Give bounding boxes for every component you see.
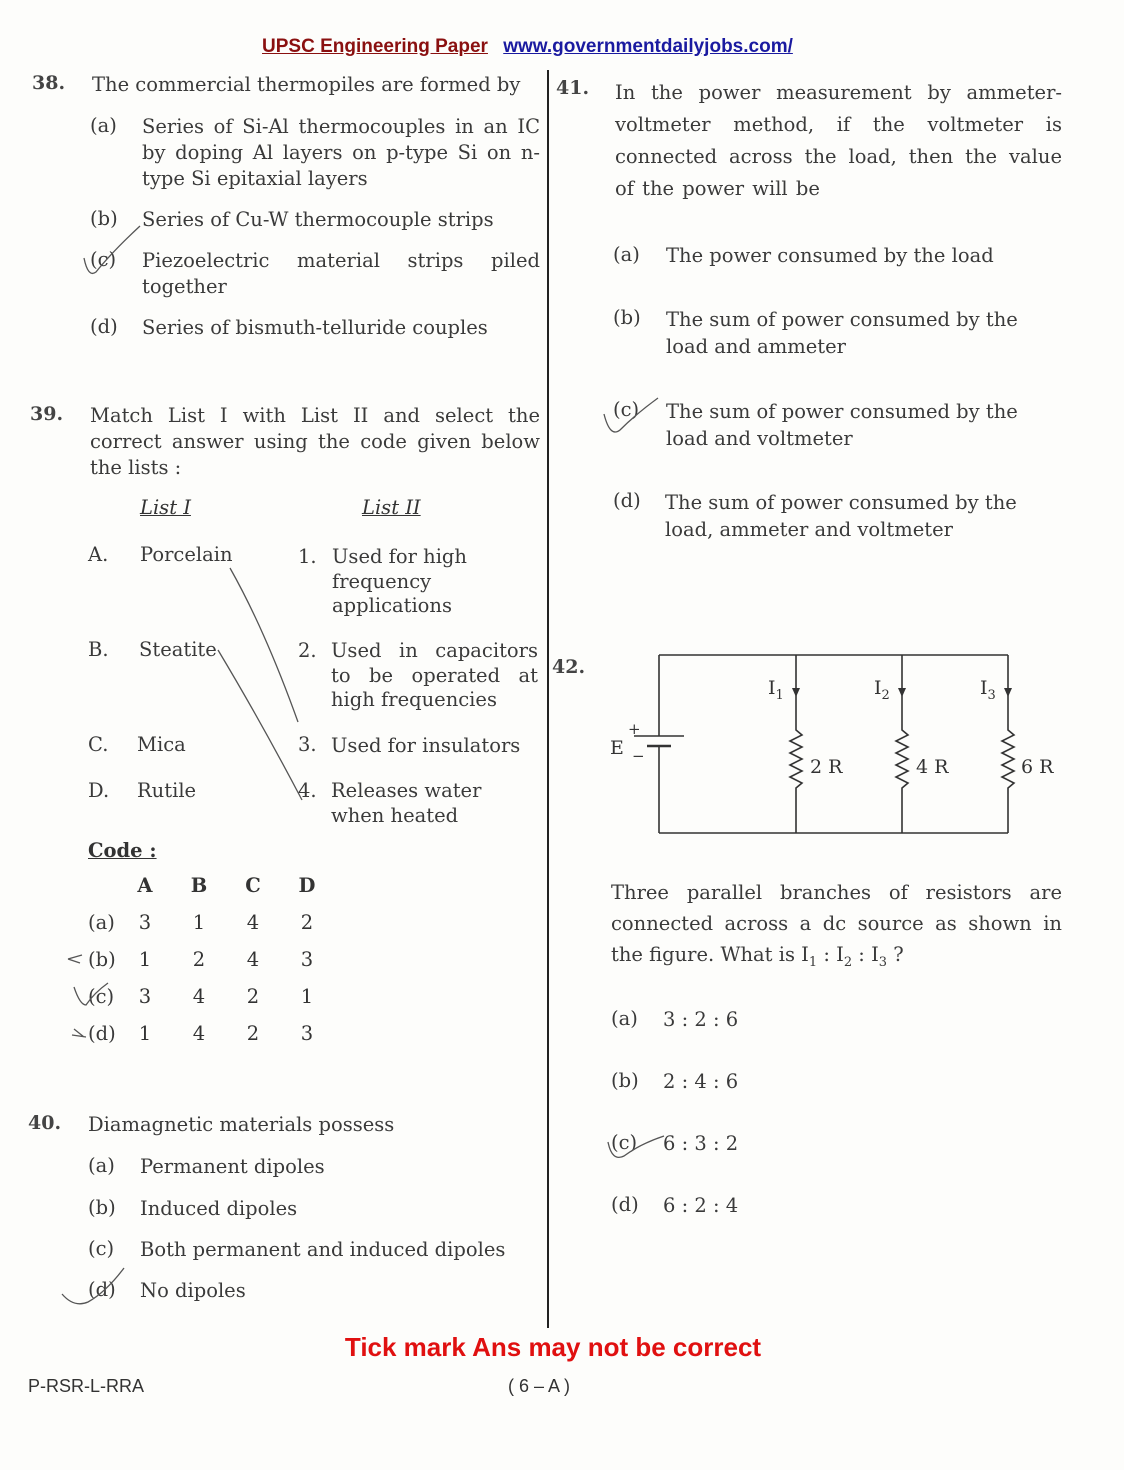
pencil-marks-code xyxy=(60,945,120,1045)
q39-list2-item: Used for high frequency applications xyxy=(332,545,467,617)
column-divider xyxy=(547,70,549,1328)
q39-code-col-b: B xyxy=(190,874,208,897)
q40-option-b-label[interactable]: (b) xyxy=(88,1196,116,1219)
q38-number: 38. xyxy=(32,72,66,94)
footer-page-number: ( 6 – A ) xyxy=(508,1376,571,1396)
q41-option-b-text: The sum of power consumed by the load and ammeter xyxy=(666,308,1018,358)
q39-code-row-label[interactable]: (b) xyxy=(88,948,116,971)
current-arrow-1 xyxy=(792,688,800,697)
q39-code-col-c: C xyxy=(245,874,261,897)
q38-option-d-text: Series of bismuth-telluride couples xyxy=(142,316,488,339)
q41-stem: In the power measurement by ammeter-voltmeter method, if the voltmeter is connected across the load, then the value of the power will be xyxy=(615,81,1062,200)
q39-list2-key: 3. xyxy=(298,733,317,756)
q39-list1-item: Rutile xyxy=(137,779,197,802)
q41-option-c-label[interactable]: (c) xyxy=(613,398,640,421)
q39-code-col-a: A xyxy=(137,874,153,897)
notice-banner: Tick mark Ans may not be correct xyxy=(344,1332,762,1362)
q39-code-row-label[interactable]: (d) xyxy=(88,1022,116,1045)
q39-code-row-label[interactable]: (a) xyxy=(88,911,115,934)
q39-code-cell: 2 xyxy=(300,911,314,934)
q39-code-cell: 4 xyxy=(192,1022,206,1045)
q39-code-cell: 3 xyxy=(300,1022,314,1045)
q39-code-col-d: D xyxy=(298,874,316,897)
q39-list2-item: Releases water when heated xyxy=(331,779,482,827)
q42-option-c-label[interactable]: (c) xyxy=(611,1131,638,1154)
q38-option-b-label[interactable]: (b) xyxy=(90,207,118,230)
q39-list1-key: D. xyxy=(88,779,110,802)
q39-list1-key: C. xyxy=(88,733,109,756)
q41-option-c-text: The sum of power consumed by the load and voltmeter xyxy=(666,400,1018,450)
q39-code-cell: 4 xyxy=(246,911,260,934)
q41-option-d-text: The sum of power consumed by the load, ammeter and voltmeter xyxy=(665,491,1017,541)
current-arrow-3 xyxy=(1004,688,1012,697)
q39-code-cell: 3 xyxy=(300,948,314,971)
q40-option-a-text: Permanent dipoles xyxy=(140,1155,325,1178)
q40-stem: Diamagnetic materials possess xyxy=(88,1113,395,1136)
q39-list1-item: Porcelain xyxy=(140,543,233,566)
q39-code-cell: 4 xyxy=(192,985,206,1008)
q39-code-cell: 1 xyxy=(192,911,206,934)
q40-number: 40. xyxy=(28,1112,62,1134)
q40-option-c-label[interactable]: (c) xyxy=(88,1237,115,1260)
source-label: E xyxy=(610,737,624,759)
q39-list2-key: 1. xyxy=(298,545,317,568)
current-label-2: $I_2$ xyxy=(874,677,890,703)
source-plus: + xyxy=(628,720,641,738)
q39-stem: Match List I with List II and select the correct answer using the code given below the lists : xyxy=(90,404,540,479)
q38-option-d-label[interactable]: (d) xyxy=(90,315,118,338)
tick-mark-q38 xyxy=(78,222,148,282)
resistor-2r xyxy=(790,724,802,794)
q39-number: 39. xyxy=(30,403,64,425)
q40-option-a-label[interactable]: (a) xyxy=(88,1154,115,1177)
q42-circuit-diagram xyxy=(600,640,1060,850)
source-minus: − xyxy=(632,747,645,765)
header-title: UPSC Engineering Paper xyxy=(262,36,488,57)
q39-code-cell: 1 xyxy=(300,985,314,1008)
q39-code-label: Code : xyxy=(88,839,157,862)
q39-list1-item: Mica xyxy=(137,733,186,756)
q42-option-b-label[interactable]: (b) xyxy=(611,1069,639,1092)
header-url-link[interactable]: www.governmentdailyjobs.com/ xyxy=(503,36,793,57)
q41-option-a-label[interactable]: (a) xyxy=(613,243,640,266)
q38-option-c-label[interactable]: (c) xyxy=(90,248,117,271)
resistor-label-1: 2 R xyxy=(810,756,843,778)
tick-mark-q40 xyxy=(58,1262,138,1312)
q39-code-cell: 3 xyxy=(138,911,152,934)
resistor-4r xyxy=(896,724,908,794)
q42-number: 42. xyxy=(552,656,586,678)
q39-list2-item: Used for insulators xyxy=(331,734,521,757)
q40-option-b-text: Induced dipoles xyxy=(140,1197,298,1220)
q39-list2-key: 4. xyxy=(298,779,317,802)
q40-option-c-text: Both permanent and induced dipoles xyxy=(140,1238,506,1261)
current-arrow-2 xyxy=(898,688,906,697)
q39-list2-heading: List II xyxy=(362,496,421,519)
current-label-3: $I_3$ xyxy=(980,677,996,703)
q42-stem: Three parallel branches of resistors are connected across a dc source as shown in the figure. What is $I_1$ : $I_2$ : $I_3$ ? xyxy=(611,881,1062,970)
q39-code-cell: 1 xyxy=(138,1022,152,1045)
q39-list2-key: 2. xyxy=(298,639,317,662)
q40-option-d-label[interactable]: (d) xyxy=(88,1278,116,1301)
q39-code-row-label[interactable]: (c) xyxy=(88,985,115,1008)
q39-list1-item: Steatite xyxy=(139,638,217,661)
q42-option-d-text: 6 : 2 : 4 xyxy=(663,1194,739,1217)
q41-option-a-text: The power consumed by the load xyxy=(666,244,994,267)
q41-option-b-label[interactable]: (b) xyxy=(613,306,641,329)
resistor-label-3: 6 R xyxy=(1021,756,1054,778)
current-label-1: $I_1$ xyxy=(768,677,784,703)
q38-option-c-text: Piezoelectric material strips piled together xyxy=(142,249,540,298)
q42-option-a-text: 3 : 2 : 6 xyxy=(663,1008,739,1031)
pencil-marks-match-lines xyxy=(210,560,320,820)
q39-list1-key: B. xyxy=(88,638,109,661)
q42-option-c-text: 6 : 3 : 2 xyxy=(663,1132,739,1155)
resistor-label-2: 4 R xyxy=(916,756,949,778)
q38-option-b-text: Series of Cu-W thermocouple strips xyxy=(142,208,494,231)
q39-code-cell: 2 xyxy=(246,985,260,1008)
q38-option-a-label[interactable]: (a) xyxy=(90,114,117,137)
q39-code-cell: 2 xyxy=(246,1022,260,1045)
q38-stem: The commercial thermopiles are formed by xyxy=(92,73,521,96)
q41-option-d-label[interactable]: (d) xyxy=(613,489,641,512)
q39-code-cell: 4 xyxy=(246,948,260,971)
q39-code-cell: 2 xyxy=(192,948,206,971)
footer-paper-code: P-RSR-L-RRA xyxy=(28,1376,145,1396)
resistor-6r xyxy=(1002,724,1014,794)
tick-mark-q42 xyxy=(604,1128,674,1168)
tick-mark-q41 xyxy=(600,394,670,444)
q39-list2-item: Used in capacitors to be operated at high frequencies xyxy=(331,639,538,711)
q42-option-a-label[interactable]: (a) xyxy=(611,1007,638,1030)
q39-code-cell: 3 xyxy=(138,985,152,1008)
page-header xyxy=(262,36,793,58)
q38-option-a-text: Series of Si-Al thermocouples in an IC by doping Al layers on p-type Si on n-type Si epitaxial layers xyxy=(142,115,540,190)
q41-number: 41. xyxy=(556,77,590,99)
q39-list1-heading: List I xyxy=(140,496,191,519)
q39-list1-key: A. xyxy=(88,543,109,566)
q42-option-d-label[interactable]: (d) xyxy=(611,1193,639,1216)
q39-code-cell: 1 xyxy=(138,948,152,971)
q40-option-d-text: No dipoles xyxy=(140,1279,246,1302)
q42-option-b-text: 2 : 4 : 6 xyxy=(663,1070,739,1093)
